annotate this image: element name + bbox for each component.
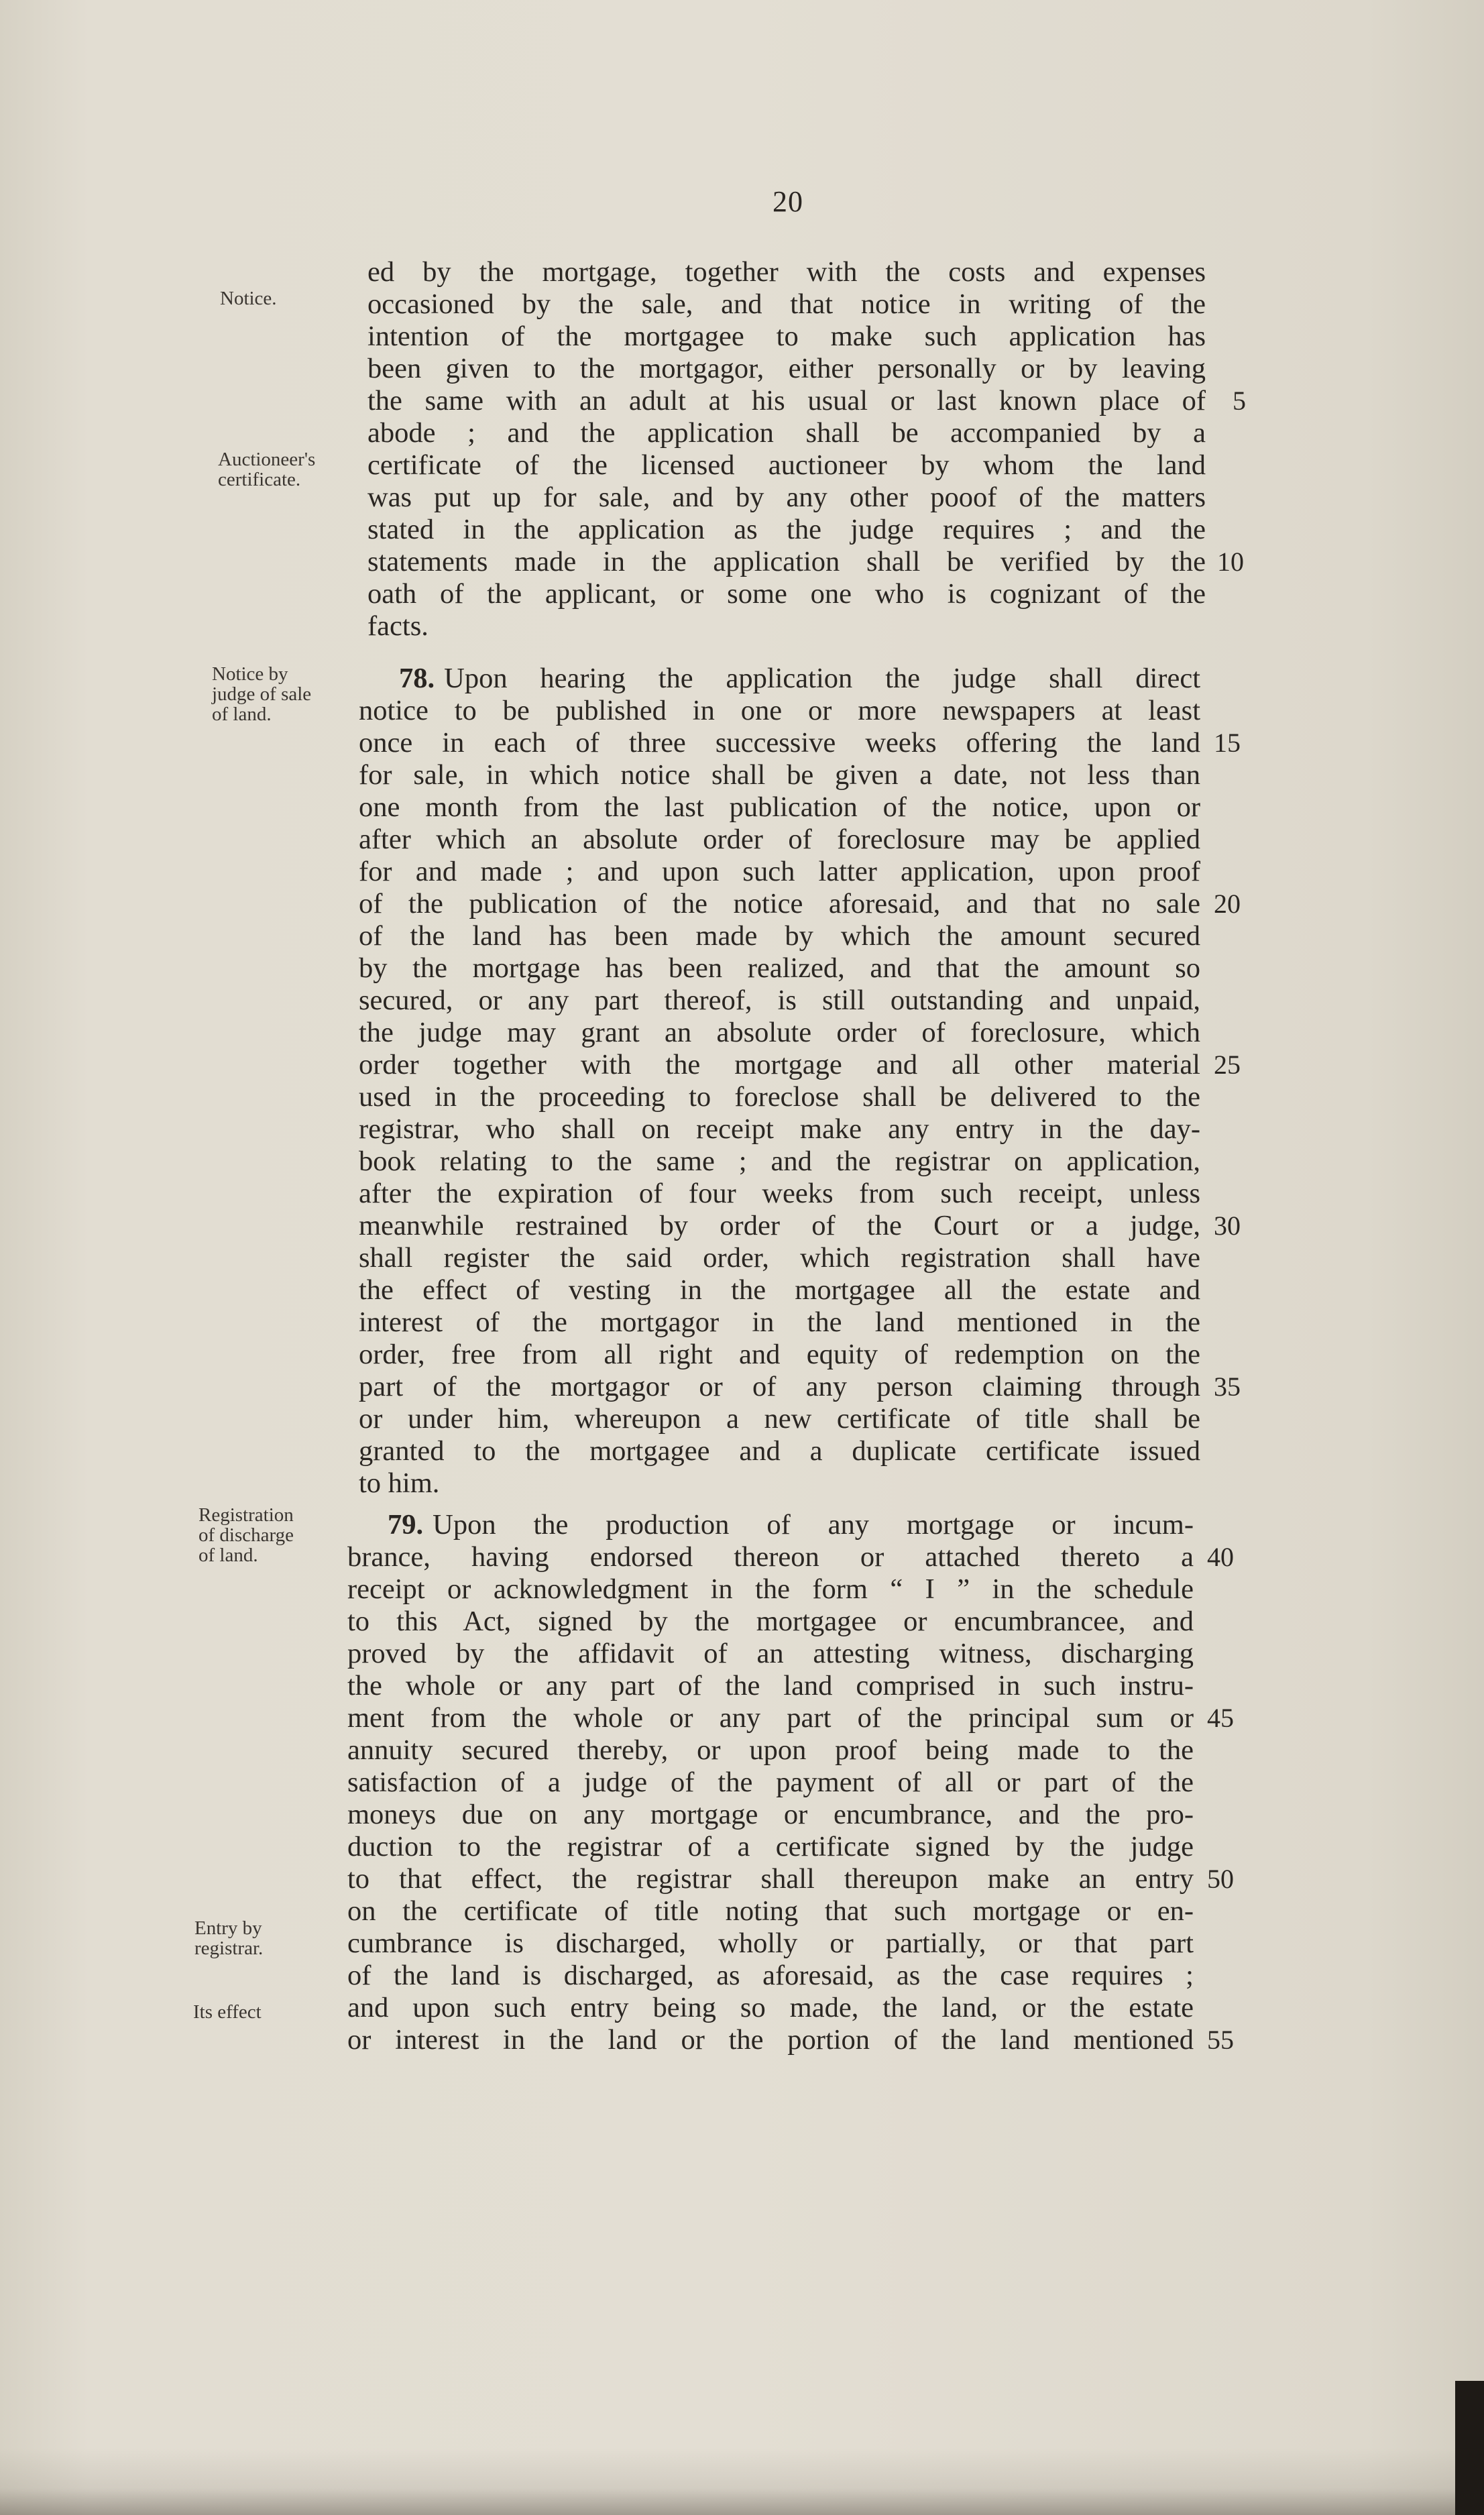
- section-number: 78.: [399, 663, 435, 694]
- margin-note-line: certificate.: [218, 469, 301, 490]
- line-number: 25: [1214, 1050, 1241, 1080]
- margin-note-entry-by-registrar: [194, 1918, 355, 1958]
- text-line: the judge may grant an absolute order of foreclosure, which: [359, 1017, 1200, 1048]
- text-line: to that effect, the registrar shall thereupon make an entry 50: [347, 1863, 1234, 1895]
- text-line: on the certificate of title noting that such mortgage or en-: [347, 1895, 1194, 1927]
- text-line: the whole or any part of the land comprised in such instru-: [347, 1670, 1194, 1701]
- text-line: to this Act, signed by the mortgagee or encumbrancee, and: [347, 1606, 1194, 1637]
- text-line: interest of the mortgagor in the land mentioned in the: [359, 1306, 1200, 1338]
- text-line: of the land is discharged, as aforesaid, as the case requires ;: [347, 1960, 1194, 1991]
- text-line: proved by the affidavit of an attesting witness, discharging: [347, 1638, 1194, 1669]
- text-line: moneys due on any mortgage or encumbrance, and the pro-: [347, 1799, 1194, 1830]
- text-line: order together with the mortgage and all other material 25: [359, 1049, 1241, 1080]
- text-line: secured, or any part thereof, is still outstanding and unpaid,: [359, 985, 1200, 1016]
- text-line: granted to the mortgagee and a duplicate certificate issued: [359, 1435, 1200, 1467]
- text-line: meanwhile restrained by order of the Court or a judge, 30: [359, 1210, 1241, 1241]
- margin-note-line: registrar.: [194, 1938, 264, 1959]
- text-line: ed by the mortgage, together with the costs and expenses: [367, 256, 1206, 288]
- margin-note-line: Its effect: [193, 2001, 262, 2023]
- text-line: 78. Upon hearing the application the judge shall direct: [399, 663, 1200, 694]
- line-number: 40: [1207, 1542, 1234, 1572]
- text-line: for sale, in which notice shall be given a date, not less than: [359, 759, 1200, 791]
- margin-note-line: Registration: [198, 1504, 294, 1526]
- line-number: 15: [1214, 728, 1241, 758]
- page-number: 20: [773, 185, 803, 218]
- page-edge-shadow: [0, 2448, 1484, 2515]
- margin-note-line: of land.: [212, 704, 272, 725]
- margin-note-line: Auctioneer's: [218, 449, 316, 470]
- text-line: after the expiration of four weeks from such receipt, unless: [359, 1178, 1200, 1209]
- text-line: 79. Upon the production of any mortgage or incum-: [388, 1509, 1194, 1541]
- text-line: cumbrance is discharged, wholly or partially, or that part: [347, 1927, 1194, 1959]
- text-line: used in the proceeding to foreclose shall be delivered to the: [359, 1081, 1200, 1113]
- line-number: 55: [1207, 2025, 1234, 2055]
- text-line: annuity secured thereby, or upon proof being made to the: [347, 1734, 1194, 1766]
- text-line: or interest in the land or the portion of the land mentioned 55: [347, 2024, 1234, 2056]
- binding-edge: [1455, 2381, 1484, 2515]
- text-line: and upon such entry being so made, the land, or the estate: [347, 1992, 1194, 2023]
- margin-note-line: Notice by: [212, 663, 288, 685]
- text-line: statements made in the application shall be verified by the 10: [367, 546, 1244, 577]
- line-number: 5: [1233, 386, 1246, 416]
- margin-note-notice: [220, 288, 381, 309]
- section-78: [359, 663, 1241, 1500]
- text-line: or under him, whereupon a new certificate of title shall be: [359, 1403, 1200, 1435]
- text-line: was put up for sale, and by any other pooof of the matters: [367, 482, 1206, 513]
- text-line: after which an absolute order of foreclosure may be applied: [359, 824, 1200, 855]
- line-number: 10: [1217, 547, 1244, 577]
- margin-note-auctioneer-certificate: [218, 449, 379, 490]
- margin-note-line: Entry by: [194, 1917, 262, 1939]
- text-line: for and made ; and upon such latter application, upon proof: [359, 856, 1200, 887]
- line-number: 30: [1214, 1211, 1241, 1241]
- text-line: by the mortgage has been realized, and that the amount so: [359, 952, 1200, 984]
- text-line: the same with an adult at his usual or last known place of 5: [367, 385, 1246, 416]
- text-line: occasioned by the sale, and that notice in writing of the: [367, 288, 1206, 320]
- line-number: 50: [1207, 1864, 1234, 1894]
- margin-note-line: judge of sale: [212, 683, 312, 705]
- line-number: 45: [1207, 1703, 1234, 1733]
- text-line: facts.: [367, 610, 429, 642]
- line-number: 20: [1214, 889, 1241, 919]
- text-line: been given to the mortgagor, either personally or by leaving: [367, 353, 1206, 384]
- text-line: notice to be published in one or more newspapers at least: [359, 695, 1200, 726]
- text-line: of the publication of the notice aforesaid, and that no sale 20: [359, 888, 1241, 919]
- text-line: ment from the whole or any part of the principal sum or 45: [347, 1702, 1234, 1734]
- text-line: shall register the said order, which registration shall have: [359, 1242, 1200, 1274]
- text-line: to him.: [359, 1467, 440, 1499]
- text-line: duction to the registrar of a certificate signed by the judge: [347, 1831, 1194, 1862]
- margin-note-its-effect: [193, 2002, 354, 2022]
- text-line: book relating to the same ; and the registrar on application,: [359, 1145, 1200, 1177]
- text-line: receipt or acknowledgment in the form “ I ” in the schedule: [347, 1573, 1194, 1605]
- text-line: abode ; and the application shall be accompanied by a: [367, 417, 1206, 449]
- margin-note-line: Notice.: [220, 288, 277, 309]
- text-line: one month from the last publication of the notice, upon or: [359, 791, 1200, 823]
- margin-note-line: of land.: [198, 1545, 258, 1566]
- text-line: satisfaction of a judge of the payment of all or part of the: [347, 1767, 1194, 1798]
- section-79: [347, 1509, 1234, 2056]
- text-line: of the land has been made by which the amount secured: [359, 920, 1200, 952]
- text-line: once in each of three successive weeks offering the land 15: [359, 727, 1241, 759]
- text-line: order, free from all right and equity of redemption on the: [359, 1339, 1200, 1370]
- text-line: brance, having endorsed thereon or attached thereto a 40: [347, 1541, 1234, 1573]
- text-line: intention of the mortgagee to make such application has: [367, 321, 1206, 352]
- line-number: 35: [1214, 1372, 1241, 1402]
- text-line: part of the mortgagor or of any person claiming through 35: [359, 1371, 1241, 1402]
- margin-note-registration-of-discharge: [198, 1505, 359, 1565]
- margin-note-line: of discharge: [198, 1524, 294, 1546]
- text-line: the effect of vesting in the mortgagee all the estate and: [359, 1274, 1200, 1306]
- section-number: 79.: [388, 1509, 424, 1541]
- margin-note-notice-by-judge: [212, 664, 373, 724]
- text-line: oath of the applicant, or some one who is cognizant of the: [367, 578, 1206, 610]
- text-line: certificate of the licensed auctioneer by whom the land: [367, 449, 1206, 481]
- text-line: registrar, who shall on receipt make any entry in the day-: [359, 1113, 1200, 1145]
- paragraph-continuation: [367, 256, 1246, 642]
- text-line: stated in the application as the judge requires ; and the: [367, 514, 1206, 545]
